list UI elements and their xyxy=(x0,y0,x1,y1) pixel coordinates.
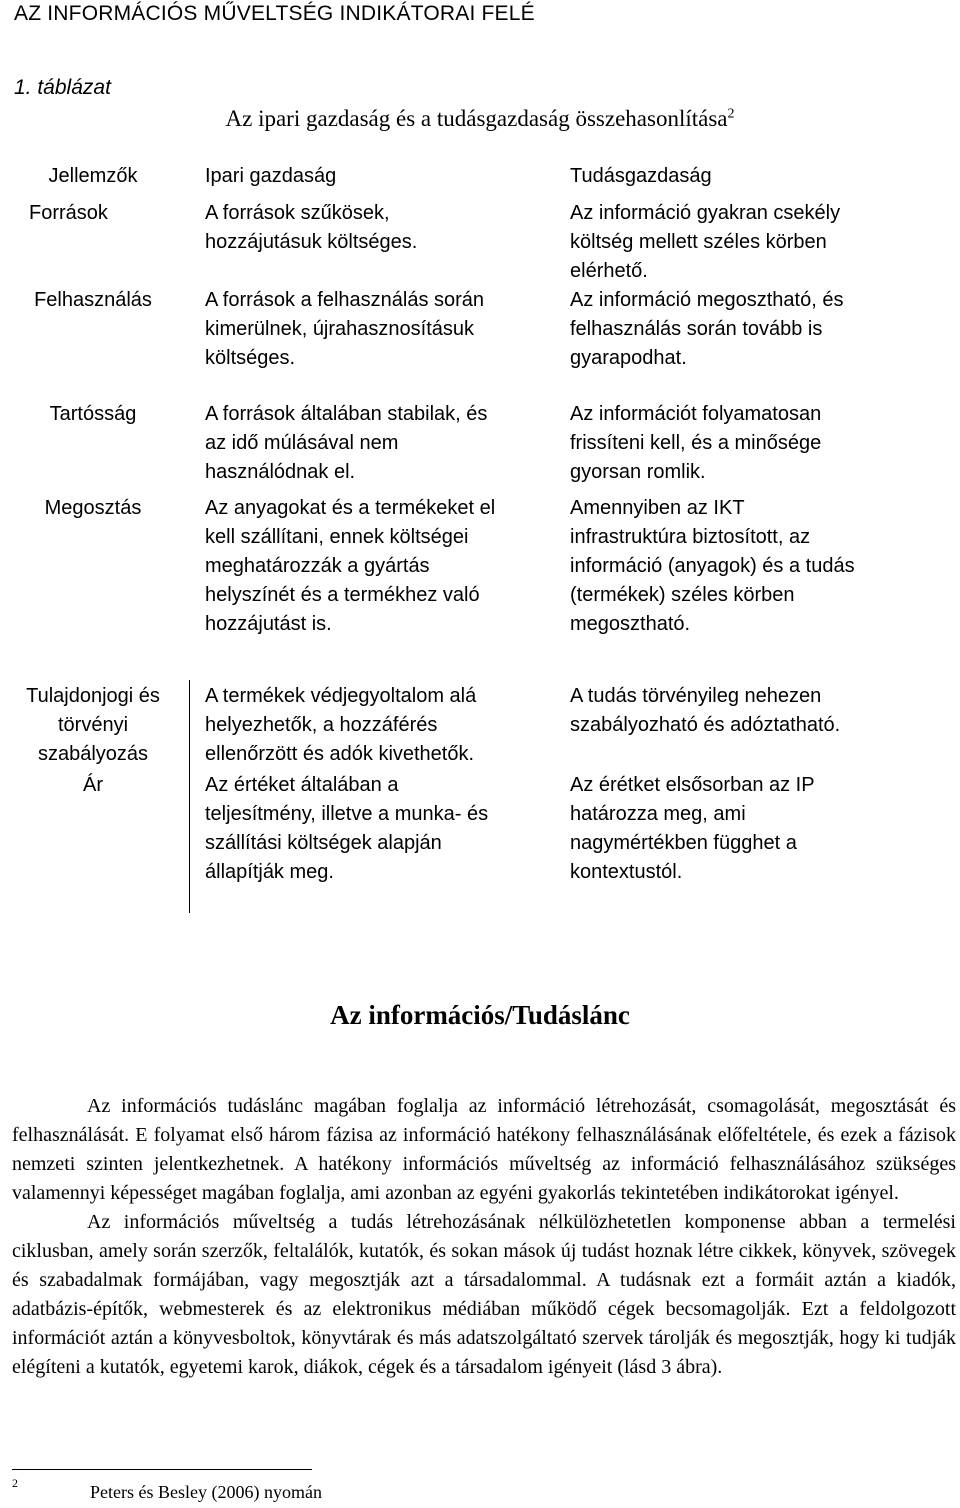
table-header-knowledge: Tudásgazdaság xyxy=(570,165,712,187)
table-cell-industrial: Az anyagokat és a termékeket el kell szállítani, ennek költségei meghatározzák a gyártás helyszínét és a termékhez való hozzájutást is. xyxy=(205,497,496,635)
table-cell-knowledge: Az információt folyamatosan frissíteni kell, és a minősége gyorsan romlik. xyxy=(570,403,822,483)
table-cell-characteristic: Megosztás xyxy=(44,497,142,519)
page-header: AZ INFORMÁCIÓS MŰVELTSÉG INDIKÁTORAI FELÉ xyxy=(14,2,535,25)
footnote-mark: 2 xyxy=(12,1476,18,1490)
table-cell-knowledge: Az érétket elsősorban az IP határozza meg, ami nagymértékben függhet a kontextustól. xyxy=(570,774,815,883)
table-cell-knowledge: Az információ gyakran csekély költség mellett széles körben elérhető. xyxy=(570,202,841,282)
table-header-characteristic: Jellemzők xyxy=(48,165,138,187)
column-divider xyxy=(189,680,190,913)
table-cell-industrial: A források a felhasználás során kimerülnek, újrahasznosításuk költséges. xyxy=(205,289,485,369)
table-cell-industrial: Az értéket általában a teljesítmény, illetve a munka- és szállítási költségek alapján állapítják meg. xyxy=(205,774,489,883)
table-title-footnote-ref: 2 xyxy=(727,106,735,122)
table-cell-characteristic: Tulajdonjogi és törvényi szabályozás xyxy=(26,685,160,765)
section-heading: Az információs/Tudáslánc xyxy=(330,1000,630,1030)
table-cell-characteristic: Tartósság xyxy=(49,403,137,425)
paragraph: Az információs műveltség a tudás létrehozásának nélkülözhetetlen komponense abban a termelési ciklusban, amely során szerzők, feltalálók, kutatók, és sokan mások új tudást hoznak létre cikkek, könyvek, szövegek és szabadalmak formájában, vagy megosztják azt a társadalommal. A tudásnak ezt a formáit aztán a kiadók, adatbázis-építők, webmesterek és az elektronikus médiában működő cégek becsomagolják. Ezt a feldolgozott információt aztán a könyvesboltok, könyvtárak és más adatszolgáltató szervek tárolják és megosztják, hogy ki tudják elégíteni a kutatók, egyetemi karok, diákok, cégek és a társadalom igényeit (lásd 3 ábra). xyxy=(12,1211,956,1378)
table-cell-industrial: A források általában stabilak, és az idő múlásával nem használódnak el. xyxy=(205,403,488,483)
table-cell-knowledge: Az információ megosztható, és felhasználás során tovább is gyarapodhat. xyxy=(570,289,844,369)
footnote-text: Peters és Besley (2006) nyomán xyxy=(90,1482,322,1502)
table-cell-characteristic: Felhasználás xyxy=(34,289,152,311)
comparison-table xyxy=(5,160,960,920)
table-cell-characteristic: Ár xyxy=(83,774,103,796)
table-title xyxy=(0,106,960,132)
table-cell-characteristic: Források xyxy=(29,202,108,224)
table-header-industrial: Ipari gazdaság xyxy=(205,165,337,187)
table-cell-knowledge: Amennyiben az IKT infrastruktúra biztosított, az információ (anyagok) és a tudás (termékek) széles körben megosztható. xyxy=(570,497,855,635)
table-title-text: Az ipari gazdaság és a tudásgazdaság összehasonlítása xyxy=(225,106,728,131)
body-text xyxy=(12,1092,956,1382)
paragraph: Az információs tudáslánc magában foglalja az információ létrehozását, csomagolását, megosztását és felhasználását. E folyamat első három fázisa az információ hatékony felhasználásának előfeltétele, és ezek a fázisok nemzeti szinten jelentkezhetnek. A hatékony információs műveltség az információ felhasználásához szükséges valamennyi képességet magában foglalja, ami azonban az egyéni gyakorlás tekintetében indikátorokat igényel. xyxy=(12,1095,956,1204)
table-number: 1. táblázat xyxy=(14,76,111,99)
table-cell-knowledge: A tudás törvényileg nehezen szabályozható és adóztatható. xyxy=(570,685,841,736)
table-cell-industrial: A források szűkösek, hozzájutásuk költséges. xyxy=(205,202,418,253)
footnote-separator xyxy=(12,1469,312,1470)
table-cell-industrial: A termékek védjegyoltalom alá helyezhetők, a hozzáférés ellenőrzött és adók kivethetők. xyxy=(205,685,477,765)
